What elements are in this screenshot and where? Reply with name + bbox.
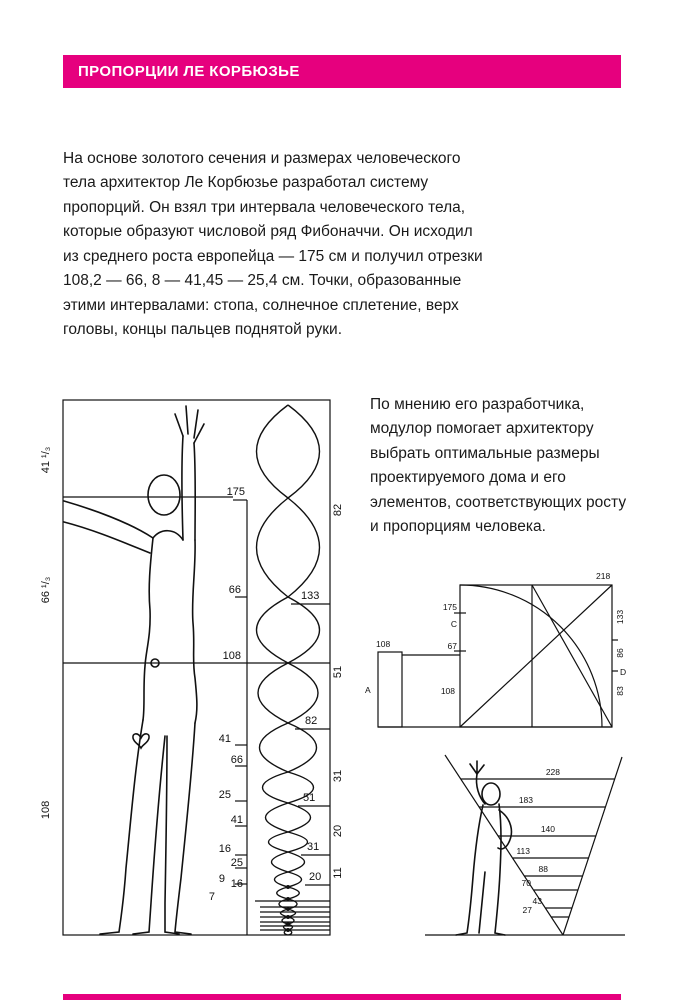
measure-label: 183 [518, 795, 533, 805]
measure-label: 66 [230, 754, 243, 766]
header-bar [63, 55, 621, 88]
measure-label: 11 [332, 867, 344, 879]
measure-label: 41 ¹/₃ [40, 446, 52, 474]
measure-label: 51 [332, 665, 344, 679]
intro-paragraph: На основе золотого сечения и размерах человеческого тела архитектор Ле Корбюзье разработал систему пропорций. Он взял три интервала человеческого тела, которые образуют числовой ряд Фибоначчи. Он исходил из среднего роста европейца — 175 см и получил отрезки 108,2 — 66, 8 — 41,45 — 25,4 см. Точки, образованные этими интервалами: стопа, солнечное сплетение, верх головы, концы пальцев поднятой руки. [63, 150, 483, 339]
measure-label: 66 ¹/₃ [40, 576, 52, 604]
measure-label: 9 [218, 873, 225, 885]
measure-label: 51 [303, 792, 316, 804]
measure-label: 228 [545, 767, 560, 777]
measure-label: 7 [208, 891, 215, 903]
measure-label: 83 [615, 686, 625, 696]
measure-label: 108 [222, 650, 241, 662]
measure-label: 82 [332, 503, 344, 517]
measure-label: 88 [538, 864, 548, 874]
side-paragraph: По мнению его разработчика, модулор помогает архитектору выбрать оптимальные размеры проектируемого дома и его элементов, соответствующих росту и пропорциям человека. [370, 396, 627, 536]
measure-label: 20 [309, 871, 322, 883]
construction-diagram [360, 565, 640, 735]
measure-label: 175 [226, 486, 245, 498]
measure-label: 133 [301, 590, 320, 602]
measure-label: D [620, 667, 627, 677]
measure-label: 41 [230, 814, 243, 826]
measure-label: 16 [218, 843, 231, 855]
measure-label: 108 [376, 639, 391, 649]
modulor-frame [63, 400, 330, 935]
measure-label: 25 [218, 789, 231, 801]
measure-label: 86 [615, 648, 625, 658]
measure-label: 31 [332, 769, 344, 783]
measure-label: 66 [228, 584, 241, 596]
measure-label: 16 [230, 878, 243, 890]
small-human-figure [456, 761, 511, 935]
footer-bar [63, 994, 621, 1000]
measure-label: 108 [440, 686, 455, 696]
measure-label: 70 [521, 878, 531, 888]
measure-label: 27 [522, 905, 532, 915]
measure-label: C [450, 619, 457, 629]
measure-label: 108 [40, 800, 52, 820]
measure-label: 43 [532, 896, 542, 906]
page-title: ПРОПОРЦИИ ЛЕ КОРБЮЗЬЕ [78, 63, 300, 80]
construction-lines [378, 585, 618, 727]
measure-label: 82 [305, 715, 318, 727]
measure-label: 31 [307, 841, 320, 853]
measure-label: 25 [230, 857, 243, 869]
measure-label: A [365, 685, 371, 695]
measure-label: 140 [540, 824, 555, 834]
measure-label: 175 [442, 602, 457, 612]
measure-label: 113 [516, 846, 530, 856]
modulor-diagram [33, 398, 345, 943]
measure-label: 41 [218, 733, 231, 745]
human-figure [64, 406, 204, 934]
scale-labels [516, 767, 560, 915]
measure-label: 218 [596, 571, 611, 581]
measure-label: 133 [615, 609, 625, 625]
measure-label: 67 [447, 641, 457, 651]
measure-label: 20 [332, 824, 344, 838]
scale-figure-diagram [415, 752, 635, 947]
